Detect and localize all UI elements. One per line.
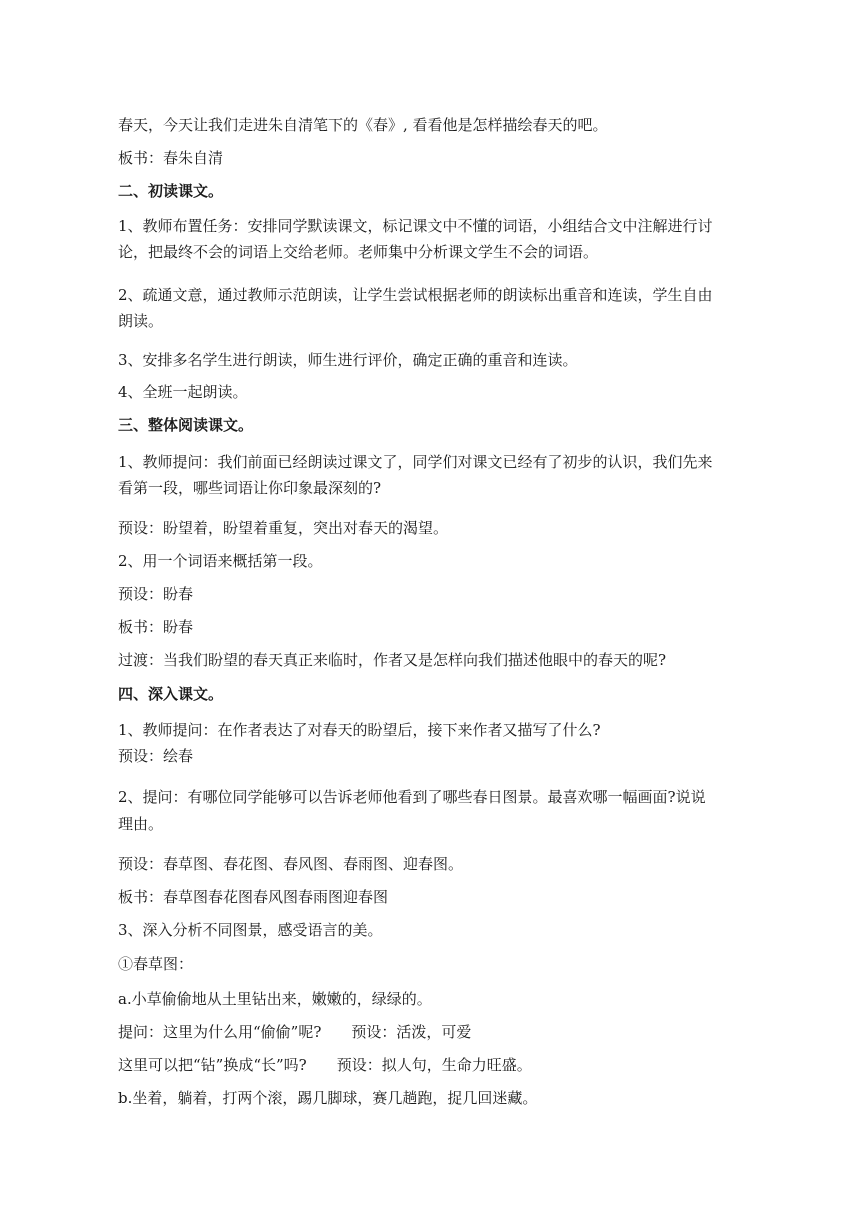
text-line: 1、教师提问：我们前面已经朗读过课文了，同学们对课文已经有了初步的认识，我们先来 xyxy=(118,453,713,471)
text-line: 1、教师布置任务：安排同学默读课文，标记课文中不懂的词语，小组结合文中注解进行讨 xyxy=(118,217,713,235)
text-line: 2、用一个词语来概括第一段。 xyxy=(118,552,323,570)
text-line: 看第一段，哪些词语让你印象最深刻的? xyxy=(118,479,382,497)
text-line: 板书：春朱自清 xyxy=(118,149,224,167)
text-line: 3、深入分析不同图景，感受语言的美。 xyxy=(118,921,383,939)
text-line: 预设：盼春 xyxy=(118,585,194,603)
text-line: 预设：绘春 xyxy=(118,747,194,765)
text-line: 这里可以把“钻”换成“长”吗? 预设：拟人句，生命力旺盛。 xyxy=(118,1056,532,1074)
text-line: 2、提问：有哪位同学能够可以告诉老师他看到了哪些春日图景。最喜欢哪一幅画面?说说 xyxy=(118,788,706,806)
text-line: 3、安排多名学生进行朗读，师生进行评价，确定正确的重音和连读。 xyxy=(118,351,578,369)
section-heading: 四、深入课文。 xyxy=(118,685,224,703)
text-line: b.坐着，躺着，打两个滚，踢几脚球，赛几趟跑，捉几回迷藏。 xyxy=(118,1089,538,1107)
text-line: 4、全班一起朗读。 xyxy=(118,383,248,401)
section-heading: 三、整体阅读课文。 xyxy=(118,416,254,434)
text-line: 理由。 xyxy=(118,815,164,833)
text-line: 朗读。 xyxy=(118,312,164,330)
text-line: 1、教师提问：在作者表达了对春天的盼望后，接下来作者又描写了什么? xyxy=(118,721,601,739)
text-line: 过渡：当我们盼望的春天真正来临时，作者又是怎样向我们描述他眼中的春天的呢? xyxy=(118,651,667,669)
text-line: 板书：春草图春花图春风图春雨图迎春图 xyxy=(118,888,389,906)
text-line: 预设：盼望着，盼望着重复，突出对春天的渴望。 xyxy=(118,519,449,537)
section-heading: 二、初读课文。 xyxy=(118,182,224,200)
text-line: 春天，今天让我们走进朱自清笔下的《春》, 看看他是怎样描绘春天的吧。 xyxy=(118,116,608,134)
text-line: 板书：盼春 xyxy=(118,618,194,636)
text-line: 提问：这里为什么用“偷偷”呢? 预设：活泼，可爱 xyxy=(118,1023,472,1041)
text-line: ①春草图： xyxy=(118,955,194,973)
text-line: a.小草偷偷地从土里钻出来，嫩嫩的，绿绿的。 xyxy=(118,990,432,1008)
text-line: 预设：春草图、春花图、春风图、春雨图、迎春图。 xyxy=(118,855,464,873)
text-line: 2、疏通文意，通过教师示范朗读，让学生尝试根据老师的朗读标出重音和连读，学生自由 xyxy=(118,286,713,304)
text-line: 论，把最终不会的词语上交给老师。老师集中分析课文学生不会的词语。 xyxy=(118,243,599,261)
